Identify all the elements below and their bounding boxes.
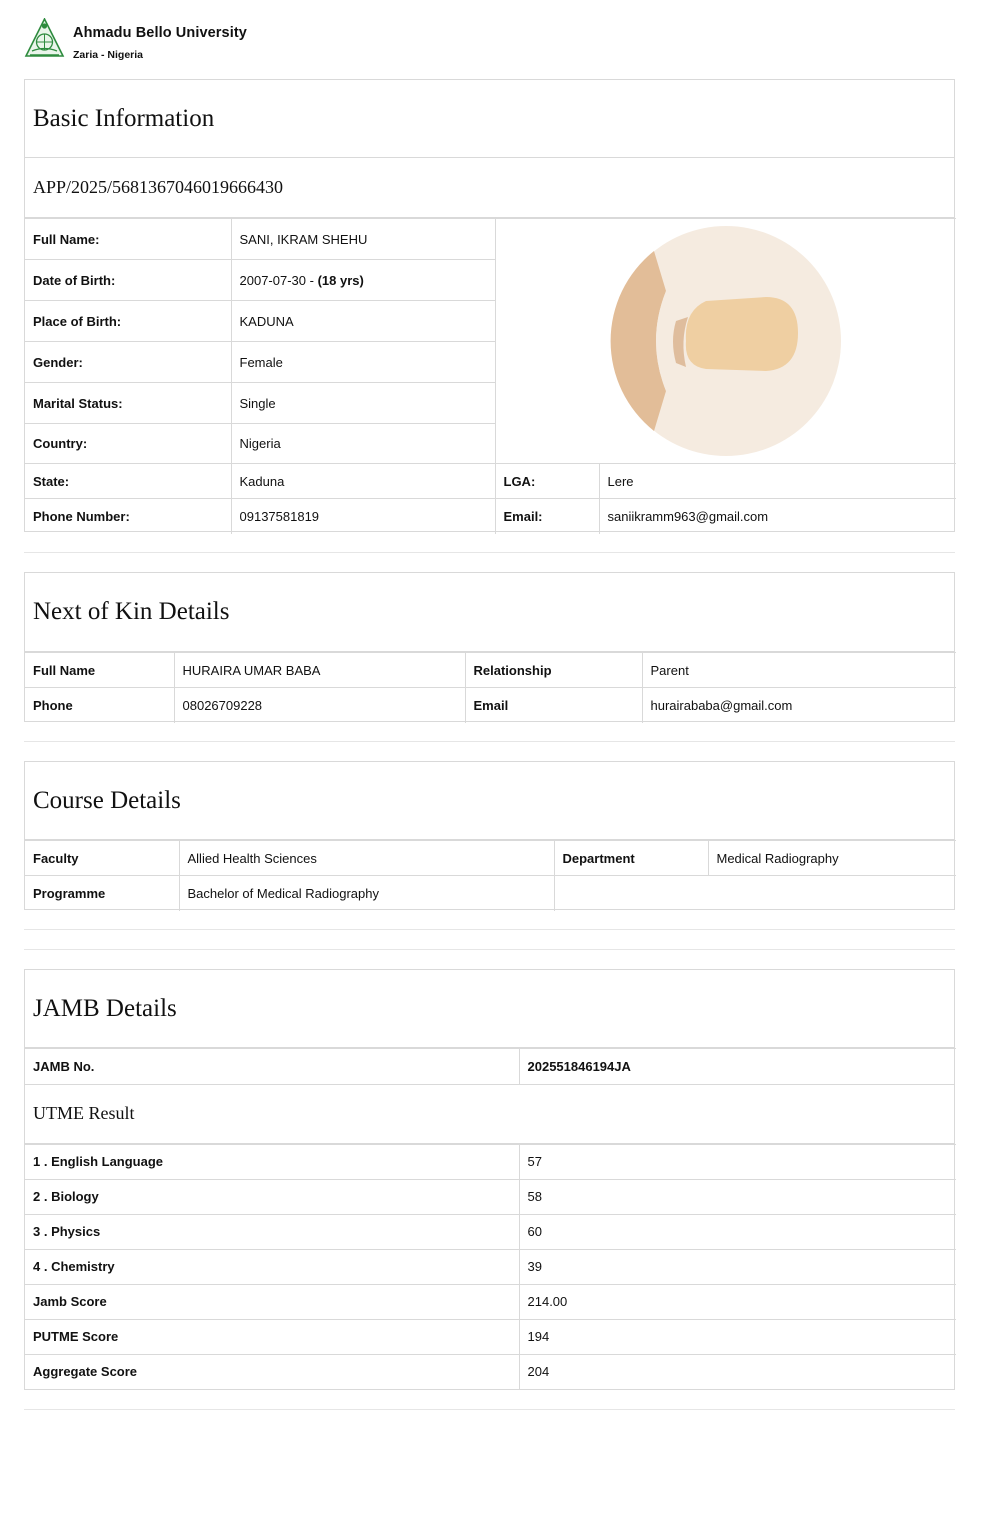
- subject-label: 4 . Chemistry: [25, 1249, 519, 1284]
- subject-score: 39: [519, 1249, 956, 1284]
- subject-label: 1 . English Language: [25, 1144, 519, 1179]
- table-row: [25, 841, 956, 876]
- dob-date: 2007-07-30 -: [239, 272, 318, 288]
- table-row: [25, 1249, 956, 1284]
- putme-score-label: PUTME Score: [25, 1319, 519, 1354]
- jamb-number-table: [25, 1048, 956, 1084]
- divider: [24, 741, 955, 742]
- full-name-value: SANI, IKRAM SHEHU: [231, 219, 495, 260]
- table-row: [25, 1354, 956, 1389]
- aggregate-score-label: Aggregate Score: [25, 1354, 519, 1389]
- application-number: APP/2025/5681367046019666430: [25, 158, 954, 218]
- table-row: [25, 1179, 956, 1214]
- kin-fullname-value: HURAIRA UMAR BABA: [174, 653, 465, 688]
- kin-table: [25, 652, 956, 723]
- subject-label: 2 . Biology: [25, 1179, 519, 1214]
- programme-label: Programme: [25, 876, 179, 911]
- table-row: [25, 1049, 956, 1084]
- programme-value: Bachelor of Medical Radiography: [179, 876, 554, 911]
- utme-result-table: [25, 1144, 956, 1390]
- subject-score: 60: [519, 1214, 956, 1249]
- course-details-title: Course Details: [25, 762, 954, 840]
- basic-information-title: Basic Information: [25, 80, 954, 158]
- subject-score: 57: [519, 1144, 956, 1179]
- table-row: [25, 1319, 956, 1354]
- phone-label: Phone Number:: [25, 499, 231, 534]
- place-of-birth-value: KADUNA: [231, 301, 495, 342]
- kin-fullname-label: Full Name: [25, 653, 174, 688]
- jamb-score-value: 214.00: [519, 1284, 956, 1319]
- table-row: [25, 876, 956, 911]
- subject-score: 58: [519, 1179, 956, 1214]
- page-header: [24, 18, 424, 62]
- photo-cell: [495, 219, 956, 464]
- lga-value: Lere: [599, 464, 956, 499]
- university-name: Ahmadu Bello University: [73, 25, 247, 41]
- applicant-photo: [606, 221, 846, 461]
- age: (18 yrs): [317, 272, 364, 288]
- lga-label: LGA:: [495, 464, 599, 499]
- kin-email-label: Email: [465, 688, 642, 723]
- next-of-kin-title: Next of Kin Details: [25, 573, 954, 652]
- jamb-no-label: JAMB No.: [25, 1049, 519, 1084]
- gender-value: Female: [231, 342, 495, 383]
- gender-label: Gender:: [25, 342, 231, 383]
- table-row: [25, 219, 956, 260]
- country-value: Nigeria: [231, 424, 495, 464]
- basic-information-card: [24, 79, 955, 532]
- state-value: Kaduna: [231, 464, 495, 499]
- faculty-value: Allied Health Sciences: [179, 841, 554, 876]
- dob-value: [231, 260, 495, 301]
- kin-phone-value: 08026709228: [174, 688, 465, 723]
- faculty-label: Faculty: [25, 841, 179, 876]
- jamb-details-title: JAMB Details: [25, 970, 954, 1048]
- email-label: Email:: [495, 499, 599, 534]
- jamb-no-value: 202551846194JA: [519, 1049, 956, 1084]
- divider: [24, 1409, 955, 1410]
- next-of-kin-card: [24, 572, 955, 722]
- divider: [24, 949, 955, 950]
- table-row: [25, 1144, 956, 1179]
- putme-score-value: 194: [519, 1319, 956, 1354]
- email-value: saniikramm963@gmail.com: [599, 499, 956, 534]
- kin-relationship-value: Parent: [642, 653, 956, 688]
- full-name-label: Full Name:: [25, 219, 231, 260]
- state-label: State:: [25, 464, 231, 499]
- country-label: Country:: [25, 424, 231, 464]
- table-row: [25, 653, 956, 688]
- place-of-birth-label: Place of Birth:: [25, 301, 231, 342]
- subject-label: 3 . Physics: [25, 1214, 519, 1249]
- course-table: [25, 840, 956, 911]
- table-row: [25, 688, 956, 723]
- university-logo: [24, 18, 65, 59]
- department-value: Medical Radiography: [708, 841, 956, 876]
- utme-result-title: UTME Result: [25, 1084, 954, 1144]
- divider: [24, 552, 955, 553]
- course-details-card: [24, 761, 955, 910]
- department-label: Department: [554, 841, 708, 876]
- university-location: Zaria - Nigeria: [73, 49, 144, 61]
- kin-relationship-label: Relationship: [465, 653, 642, 688]
- dob-label: Date of Birth:: [25, 260, 231, 301]
- basic-info-table: [25, 218, 956, 534]
- phone-value: 09137581819: [231, 499, 495, 534]
- table-row: [25, 464, 956, 499]
- table-row: [25, 499, 956, 534]
- marital-status-value: Single: [231, 383, 495, 424]
- empty-cell: [554, 876, 956, 911]
- jamb-score-label: Jamb Score: [25, 1284, 519, 1319]
- table-row: [25, 1284, 956, 1319]
- kin-email-value: hurairababa@gmail.com: [642, 688, 956, 723]
- kin-phone-label: Phone: [25, 688, 174, 723]
- table-row: [25, 1214, 956, 1249]
- jamb-details-card: [24, 969, 955, 1390]
- marital-status-label: Marital Status:: [25, 383, 231, 424]
- divider: [24, 929, 955, 930]
- aggregate-score-value: 204: [519, 1354, 956, 1389]
